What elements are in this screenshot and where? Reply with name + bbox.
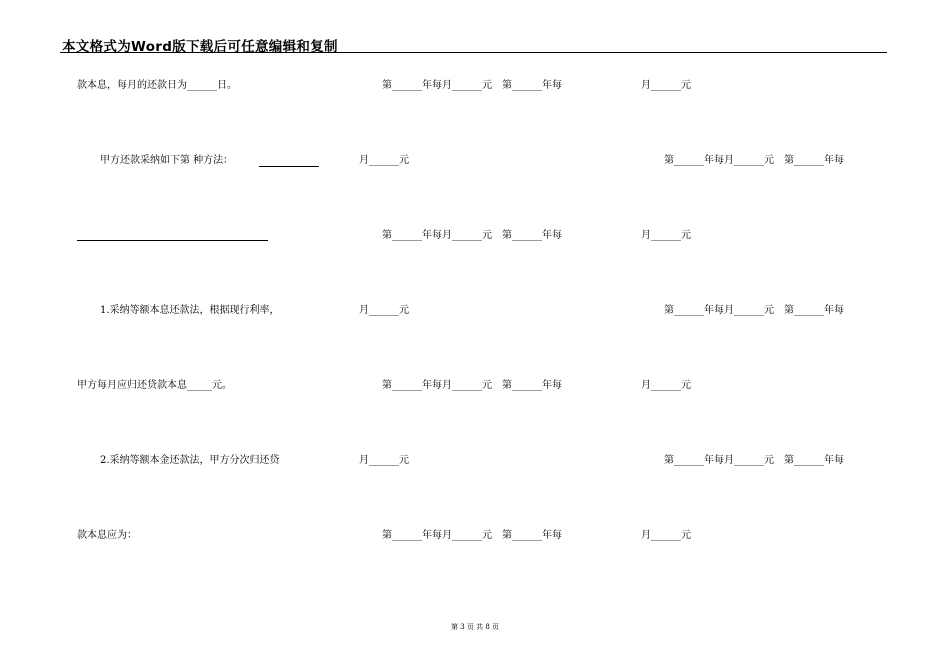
row-5-middle-text: 第______年每月______元 第______年每 (382, 380, 562, 391)
page-number-footer: 第 3 页 共 8 页 (450, 623, 500, 631)
header-divider (60, 52, 887, 53)
row-6-left-text: 2.采纳等额本金还款法，甲方分次归还贷 (100, 455, 280, 466)
row-7-middle-text: 第______年每月______元 第______年每 (382, 530, 562, 541)
row-4-left-text: 1.采纳等额本息还款法，根据现行利率， (100, 305, 280, 316)
method-blank-line (259, 166, 319, 167)
row-4-right-text: 第______年每月______元 第______年每 (664, 305, 844, 316)
row-6-right-text: 第______年每月______元 第______年每 (664, 455, 844, 466)
row-1-left-text: 款本息，每月的还款日为______日。 (77, 80, 237, 91)
long-blank-line (77, 240, 268, 241)
row-1-middle-text: 第______年每月______元 第______年每 (382, 80, 562, 91)
row-3-middle-text: 第______年每月______元 第______年每 (382, 230, 562, 241)
row-5-left-text: 甲方每月应归还贷款本息_____元。 (77, 380, 232, 391)
row-4-middle-text: 月______元 (359, 305, 409, 316)
row-7-left-text: 款本息应为： (77, 530, 137, 541)
row-2-middle-text: 月______元 (359, 155, 409, 166)
row-6-middle-text: 月______元 (359, 455, 409, 466)
row-1-right-text: 月______元 (641, 80, 691, 91)
row-7-right-text: 月______元 (641, 530, 691, 541)
row-2-left-text: 甲方还款采纳如下第 种方法： (100, 155, 234, 166)
row-5-right-text: 月______元 (641, 380, 691, 391)
row-3-right-text: 月______元 (641, 230, 691, 241)
row-2-right-text: 第______年每月______元 第______年每 (664, 155, 844, 166)
page-header-title: 本文格式为Word版下载后可任意编辑和复制 (62, 39, 338, 55)
